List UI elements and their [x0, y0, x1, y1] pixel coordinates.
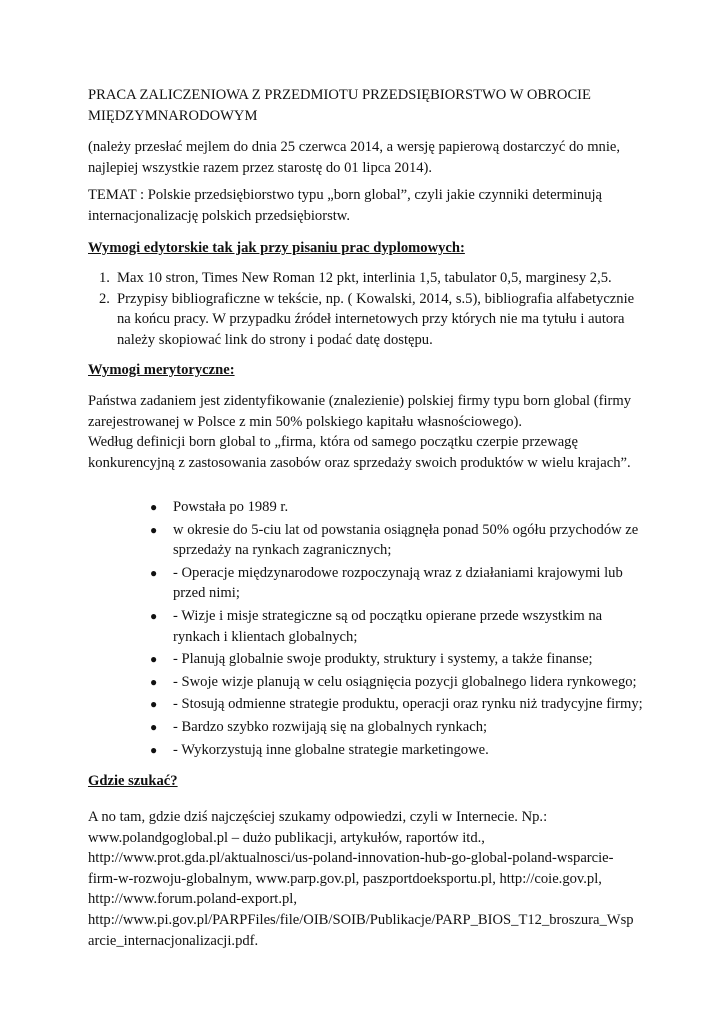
editorial-requirements-heading: Wymogi edytorskie tak jak przy pisaniu prac dyplomowych: [88, 240, 465, 256]
list-number: 2. [99, 290, 110, 307]
where-to-search-heading: Gdzie szukać? [88, 773, 178, 789]
bullet-icon: ● [150, 500, 158, 514]
list-item-text: - Operacje międzynarodowe rozpoczynają wraz z działaniami krajowymi lub przed nimi; [173, 564, 623, 602]
list-item-text: - Bardzo szybko rozwijają się na globalnych rynkach; [173, 718, 488, 735]
list-item [150, 606, 650, 647]
list-item [150, 497, 650, 518]
text-line: arcie_internacjonalizacji.pdf. [88, 932, 259, 949]
text-line: A no tam, gdzie dziś najczęściej szukamy odpowiedzi, czyli w Internecie. Np.: [88, 809, 548, 825]
definition-paragraph: Według definicji born global to „firma, która od samego początku czerpie przewagę konkurencyjną z zastosowania zasobów oraz sprzedaży swoich produktów w wielu krajach”. [88, 434, 631, 471]
list-item-text: - Stosują odmienne strategie produktu, operacji oraz rynku niż tradycyjne firmy; [173, 696, 643, 713]
deadline-note: (należy przesłać mejlem do dnia 25 czerwca 2014, a wersję papierową dostarczyć do mnie, najlepiej wszystkie razem przez starostę do 01 lipca 2014). [88, 139, 621, 176]
bullet-icon: ● [150, 697, 158, 712]
list-item [150, 672, 650, 693]
list-item-text: - Planują globalnie swoje produkty, struktury i systemy, a także finanse; [173, 651, 593, 668]
where-to-search-text [88, 807, 648, 951]
bullet-icon: ● [150, 742, 158, 757]
born-global-criteria-list [150, 497, 650, 762]
list-item [150, 740, 650, 761]
content-requirements-heading: Wymogi merytoryczne: [88, 362, 235, 378]
list-item [150, 694, 650, 715]
text-line: http://www.prot.gda.pl/aktualnosci/us-poland-innovation-hub-go-global-poland-wsparcie- [88, 850, 614, 867]
text-line: firm-w-rozwoju-globalnym, www.parp.gov.pl, paszportdoeksportu.pl, http://coie.gov.pl, [88, 870, 602, 887]
list-item [150, 520, 650, 561]
bullet-icon: ● [150, 719, 158, 734]
text-line: www.polandgoglobal.pl – dużo publikacji, artykułów, raportów itd., [88, 829, 485, 846]
document-title: PRACA ZALICZENIOWA Z PRZEDMIOTU PRZEDSIĘBIORSTWO W OBROCIE MIĘDZYMNARODOWYM [88, 87, 591, 124]
list-item-text: - Wykorzystują inne globalne strategie marketingowe. [173, 741, 489, 758]
bullet-icon: ● [150, 565, 158, 580]
content-requirements-text [88, 391, 648, 473]
list-item [88, 289, 648, 351]
list-item-text: Powstała po 1989 r. [173, 499, 289, 515]
list-item-text: - Swoje wizje planują w celu osiągnięcia pozycji globalnego lidera rynkowego; [173, 673, 637, 690]
bullet-icon: ● [150, 608, 158, 623]
list-item-text: w okresie do 5-ciu lat od powstania osiągnęła ponad 50% ogółu przychodów ze sprzedaży na rynkach zagranicznych; [173, 521, 639, 559]
content-paragraph: Państwa zadaniem jest zidentyfikowanie (znalezienie) polskiej firmy typu born global (firmy zarejestrowanej w Polsce z min 50% polskiego kapitału własnościowego). [88, 393, 632, 430]
text-line: http://www.pi.gov.pl/PARPFiles/file/OIB/SOIB/Publikacje/PARP_BIOS_T12_broszura_Wsp [88, 911, 634, 928]
list-number: 1. [99, 270, 110, 286]
bullet-icon: ● [150, 674, 158, 689]
list-item [88, 268, 648, 289]
list-item [150, 563, 650, 604]
bullet-icon: ● [150, 652, 158, 667]
list-item-text: Max 10 stron, Times New Roman 12 pkt, interlinia 1,5, tabulator 0,5, marginesy 2,5. [117, 270, 612, 286]
list-item-text: Przypisy bibliograficzne w tekście, np. ( Kowalski, 2014, s.5), bibliografia alfabetycznie na końcu pracy. W przypadku źródeł internetowych przy których nie ma tytułu i autora należy skopiować link do strony i podać datę dostępu. [117, 290, 635, 348]
list-item-text: - Wizje i misje strategiczne są od początku opierane przede wszystkim na rynkach i klientach globalnych; [173, 607, 603, 645]
editorial-requirements-list [88, 268, 648, 350]
bullet-icon: ● [150, 522, 158, 537]
list-item [150, 717, 650, 738]
list-item [150, 649, 650, 670]
text-line: http://www.forum.poland-export.pl, [88, 891, 298, 908]
topic-statement: TEMAT : Polskie przedsiębiorstwo typu „born global”, czyli jakie czynniki determinują internacjonalizację polskich przedsiębiorstw. [88, 187, 603, 224]
